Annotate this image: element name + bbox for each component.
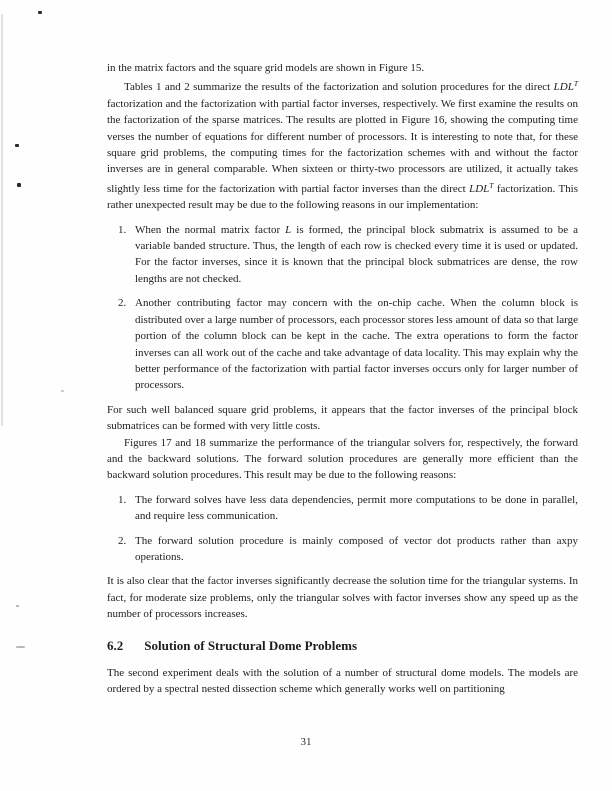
list-item <box>107 295 578 393</box>
scan-speck <box>16 605 19 607</box>
paragraph-second-experiment: The second experiment deals with the solution of a number of structural dome models. The models are ordered by a spectral nested dissection scheme which generally works well on partitioning <box>107 667 578 696</box>
paragraph-continuation: in the matrix factors and the square grid models are shown in Figure 15. <box>107 62 425 74</box>
list-number: 1. <box>118 223 127 236</box>
paragraph-figures-triangular: Figures 17 and 18 summarize the performance of the triangular solvers for, respectively, the forward and the backward solutions. The forward solution procedures are generally more efficient than the backward solution procedures. This result may be due to the following reasons: <box>107 436 578 482</box>
section-number: 6.2 <box>107 637 124 653</box>
scan-speck <box>16 646 25 648</box>
scan-speck <box>38 11 42 14</box>
scan-speck <box>15 144 19 147</box>
list-item-text: Another contributing factor may concern with the on-chip cache. When the column block is distributed over a large number of processors, each processor stores less amount of data so that large portion of the column block can be kept in the cache. The extra operations to form the factor inverses can all work out of the cache and take advantage of data locality. This may explain why the better performance of the factorization with partial factor inverses occurs only for larger number of processors. <box>135 297 578 392</box>
list-number: 1. <box>118 493 127 506</box>
numbered-list-forward-solution-reasons <box>107 492 578 566</box>
document-body <box>107 60 578 698</box>
list-item <box>107 533 578 566</box>
list-item-text: The forward solves have less data dependencies, permit more computations to be done in parallel, and require less communication. <box>135 493 578 523</box>
list-number: 2. <box>118 534 127 547</box>
list-item <box>107 222 578 288</box>
list-item <box>107 492 578 525</box>
section-title: Solution of Structural Dome Problems <box>144 637 358 653</box>
scan-speck <box>17 183 21 187</box>
scan-edge-line <box>1 14 3 426</box>
list-number: 2. <box>118 297 127 310</box>
paragraph-solution-time: It is also clear that the factor inverses significantly decrease the solution time for the triangular systems. In fact, for moderate size problems, only the triangular solves with factor inverses show any speed up as the number of processors increases. <box>107 575 578 621</box>
paragraph-balanced-grid: For such well balanced square grid problems, it appears that the factor inverses of the principal block submatrices can be formed with very little costs. <box>107 403 578 433</box>
section-heading <box>107 638 578 654</box>
paragraph-tables-results: Tables 1 and 2 summarize the results of the factorization and solution procedures for the direct $LDL^T$ factorization and the factorization with partial factor inverses, respectively. We first examine the results on the factorization of the sparse matrices. The results are plotted in Figure 16, showing the computing time verses the number of equations for different number of processors. It is interesting to note that, for these square grid problems, the computing times for the factorization schemes with and without the factor inverses are in general comparable. When sixteen or thirty-two processors are utilized, it actually takes slightly less time for the factorization with partial factor inverses than the direct $LDL^T$ factorization. This rather unexpected result may be due to the following reasons in our implementation: <box>107 79 578 212</box>
numbered-list-factorization-reasons <box>107 222 578 394</box>
scan-speck <box>61 390 64 392</box>
page-number: 31 <box>300 736 312 748</box>
list-item-text: When the normal matrix factor L is formed, the principal block submatrix is assumed to be a variable banded structure. Thus, the length of each row is checked every time it is used or updated. For the factor inverses, since it is known that the principal block submatrices are dense, the row lengths are not checked. <box>135 223 578 285</box>
list-item-text: The forward solution procedure is mainly composed of vector dot products rather than axpy operations. <box>135 534 578 563</box>
